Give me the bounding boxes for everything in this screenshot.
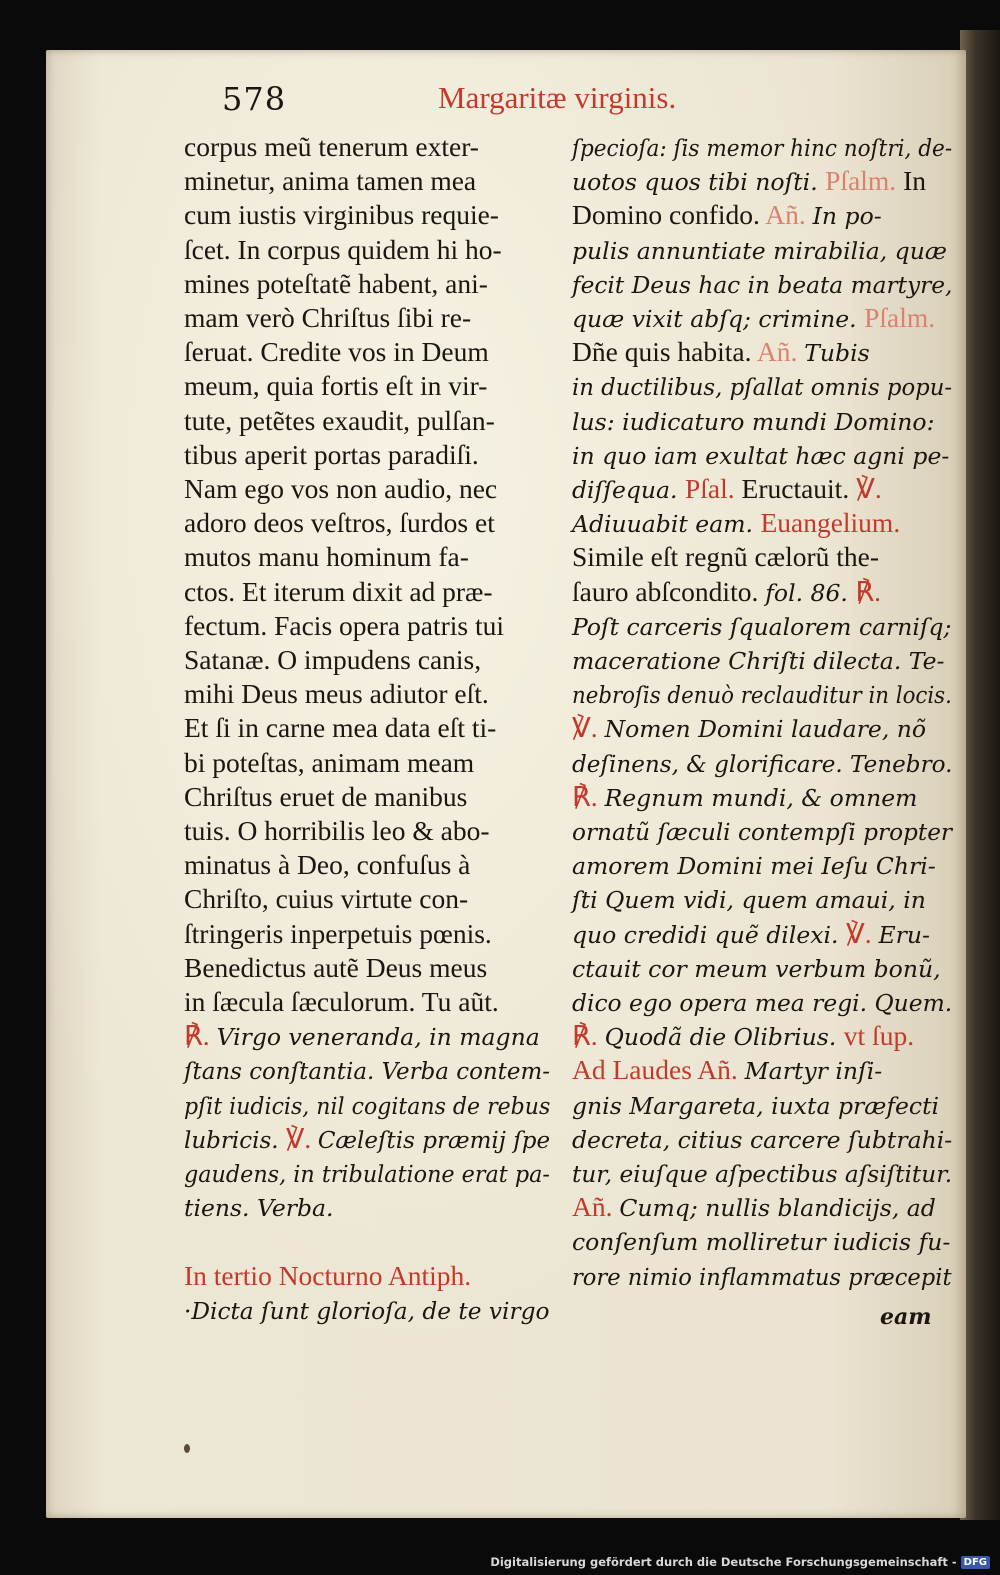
rubric-segment: Pſalm. xyxy=(864,302,936,333)
text-line xyxy=(184,1053,550,1087)
rubric-segment: ℟. xyxy=(572,780,605,812)
rubric-segment: Euangelium. xyxy=(760,507,901,539)
text-line xyxy=(572,233,947,267)
text-segment: Tubis xyxy=(804,339,870,368)
text-line xyxy=(184,746,474,780)
text-line xyxy=(572,951,941,985)
text-line xyxy=(184,677,489,711)
text-segment: mihi Deus meus adiutor eſt. xyxy=(184,678,489,710)
text-line xyxy=(184,438,479,472)
text-segment: Et ſi in carne mea data eſt ti- xyxy=(184,712,497,744)
text-line xyxy=(184,814,490,848)
text-segment: Nam ego vos non audio, nec xyxy=(184,473,498,504)
text-segment: in quo iam exultat hæc agni pe- xyxy=(572,441,950,470)
text-line xyxy=(184,575,493,609)
text-line xyxy=(572,1259,952,1293)
text-segment: minatus à Deo, confuſus à xyxy=(184,849,471,881)
text-line xyxy=(572,1019,914,1053)
text-segment: quæ vixit abſq; crimine. xyxy=(572,305,865,333)
text-segment: decreta, citius carcere ſubtrahi- xyxy=(572,1125,953,1154)
text-segment: pſit iudicis, nil cogitans de rebus xyxy=(184,1091,551,1120)
text-segment: tuis. O horribilis leo & abo- xyxy=(184,815,490,846)
text-segment: meum, quia fortis eſt in vir- xyxy=(184,370,488,402)
text-segment: corpus meũ tenerum exter- xyxy=(184,131,479,162)
text-segment: Eructauit. xyxy=(741,473,857,504)
text-line xyxy=(572,814,952,848)
dfg-logo: DFG xyxy=(961,1556,990,1569)
text-segment: Poſt carceris ſqualorem carniſq; xyxy=(572,612,952,641)
text-line xyxy=(572,1088,939,1122)
text-segment: ·Dicta ſunt glorioſa, de te virgo xyxy=(184,1296,550,1325)
text-line xyxy=(572,1190,936,1224)
text-segment: bi poteſtas, animam meam xyxy=(184,746,475,778)
text-line xyxy=(572,848,936,882)
text-segment: Martyr inſi- xyxy=(744,1057,883,1086)
text-segment: Cumq; nullis blandicijs, ad xyxy=(619,1194,936,1223)
text-segment: rore nimio inflammatus præcepit xyxy=(572,1262,952,1291)
text-segment: maceratione Chriſti dilecta. Te- xyxy=(572,647,945,675)
text-segment: Chriſto, cuius virtute con- xyxy=(184,883,469,915)
text-segment: pulis annuntiate mirabilia, quæ xyxy=(572,236,947,265)
text-segment: adoro deos veſtros, ſurdos et xyxy=(184,507,495,539)
text-segment: Simile eſt regnũ cælorũ the- xyxy=(572,541,880,573)
rubric-segment: ℟. xyxy=(572,1020,605,1052)
text-segment: ſtans conſtantia. Verba contem- xyxy=(184,1057,550,1086)
text-segment: fectum. Facis opera patris tui xyxy=(184,609,504,641)
text-line xyxy=(572,1053,882,1087)
text-segment: ſeruat. Credite vos in Deum xyxy=(184,336,489,368)
text-line xyxy=(572,746,952,780)
text-line xyxy=(184,130,479,164)
text-segment: Adiuuabit eam. xyxy=(572,510,761,539)
text-segment: ſauro abſcondito. xyxy=(572,575,766,607)
rubric-segment: ℣. xyxy=(856,473,882,504)
rubric-segment: ℣. xyxy=(285,1122,318,1154)
text-line xyxy=(572,1156,952,1190)
rubric-segment: ℣. xyxy=(845,917,879,949)
text-segment: ornatũ ſæculi contempſi propter xyxy=(572,818,953,846)
text-line xyxy=(184,985,499,1019)
text-segment: minetur, anima tamen mea xyxy=(184,165,477,197)
text-segment: deſinens, & glorificare. Tenebro. xyxy=(572,749,953,778)
text-line xyxy=(572,198,882,232)
text-segment: Cæleſtis præmij ſpe xyxy=(317,1125,551,1154)
text-line xyxy=(572,130,952,164)
text-line xyxy=(184,369,487,403)
text-segment: Chriſtus eruet de manibus xyxy=(184,780,468,812)
text-segment: ſpecioſa: ſis memor hinc noſtri, de- xyxy=(572,134,953,162)
text-line xyxy=(184,917,492,951)
text-segment: Domino confido. xyxy=(572,199,766,231)
text-segment: lus: iudicaturo mundi Domino: xyxy=(572,407,935,436)
text-line xyxy=(184,1293,549,1327)
rubric-segment: vt ſup. xyxy=(843,1020,915,1052)
text-segment: nebroſis denuò reclauditur in locis. xyxy=(572,681,952,710)
rubric-segment: ℟. xyxy=(184,1020,217,1052)
page-number: 578 xyxy=(222,80,287,118)
text-line xyxy=(184,472,497,506)
rubric-segment: In tertio Nocturno Antiph. xyxy=(184,1259,472,1291)
text-line xyxy=(572,540,879,574)
text-segment: Quodã die Olibrius. xyxy=(604,1023,844,1052)
text-segment: in ſæcula ſæculorum. Tu aũt. xyxy=(184,986,499,1017)
text-segment: fol. 86. xyxy=(765,578,856,607)
text-segment: cum iustis virginibus requie- xyxy=(184,199,499,231)
text-segment: mutos manu hominum fa- xyxy=(184,541,469,573)
text-segment: dico ego opera mea regi. Quem. xyxy=(572,989,953,1017)
text-segment: Nomen Domini laudare, nõ xyxy=(604,715,927,744)
text-line xyxy=(572,711,926,745)
text-segment: mines poteſtatẽ habent, ani- xyxy=(184,267,488,299)
text-line xyxy=(572,917,930,951)
text-segment: gaudens, in tribulatione erat pa- xyxy=(184,1160,550,1188)
text-line xyxy=(184,267,488,301)
text-segment: ſtringeris inperpetuis pœnis. xyxy=(184,917,492,949)
text-line xyxy=(572,472,882,506)
text-line xyxy=(572,506,900,540)
text-line xyxy=(184,1088,550,1122)
footer-text: Digitalisierung gefördert durch die Deutsche Forschungsgemeinschaft - xyxy=(490,1555,957,1569)
text-segment: conſenſum molliretur iudicis fu- xyxy=(572,1228,951,1257)
text-line xyxy=(572,335,870,369)
catchword: eam xyxy=(880,1304,932,1330)
text-line xyxy=(184,301,471,335)
text-segment: uotos quos tibi noſti. xyxy=(572,168,826,197)
text-segment: tute, petẽtes exaudit, pulſan- xyxy=(184,404,495,436)
text-line xyxy=(572,677,952,711)
text-segment: Virgo venerand⁠a, in magna xyxy=(216,1023,540,1052)
text-line xyxy=(572,780,917,814)
text-line xyxy=(572,369,952,403)
text-line xyxy=(184,848,470,882)
text-line xyxy=(184,1259,471,1293)
rubric-segment: ℣. xyxy=(572,712,605,744)
text-line xyxy=(184,164,476,198)
text-segment: gnis Margareta, iuxta præfecti xyxy=(572,1091,940,1120)
text-segment: tibus aperit portas paradiſi. xyxy=(184,438,479,470)
text-segment: lubricis. xyxy=(184,1125,286,1154)
text-line xyxy=(184,882,468,916)
text-line xyxy=(184,404,495,438)
text-line xyxy=(184,1190,333,1224)
text-line xyxy=(184,711,496,745)
text-line xyxy=(572,404,934,438)
text-segment: Eru- xyxy=(878,920,930,949)
text-segment: In xyxy=(903,165,926,197)
text-line xyxy=(572,575,881,609)
text-line xyxy=(572,1122,952,1156)
text-segment: amorem Domini mei Ieſu Chri- xyxy=(572,852,936,881)
text-line xyxy=(184,506,495,540)
text-line xyxy=(572,1224,950,1258)
text-line xyxy=(184,198,499,232)
running-head: Margaritæ virginis. xyxy=(438,80,677,115)
text-segment: fecit Deus hac in beata martyre, xyxy=(572,270,953,299)
text-line xyxy=(572,438,949,472)
text-segment: diſſequa. xyxy=(572,476,685,504)
text-segment: Dñe quis habita. xyxy=(572,336,757,368)
text-line xyxy=(572,267,952,301)
rubric-segment: Ad Laudes Añ. xyxy=(572,1054,745,1086)
text-line xyxy=(572,882,926,916)
text-segment: ſcet. In corpus quidem hi ho- xyxy=(184,233,502,265)
text-segment: tiens. Verba. xyxy=(184,1194,334,1223)
text-line xyxy=(572,609,951,643)
text-segment: ctos. Et iterum dixit ad præ- xyxy=(184,575,493,607)
text-line xyxy=(184,1156,550,1190)
text-line xyxy=(184,540,469,574)
text-segment: mam verò Chriſtus ſibi re- xyxy=(184,302,472,333)
rubric-segment: Pſalm. xyxy=(825,165,904,197)
text-segment: ctauit cor meum verbum bonũ, xyxy=(572,954,941,983)
digitization-footer xyxy=(490,1555,990,1569)
text-line xyxy=(184,233,502,267)
text-segment: tur, eiuſque aſpectibus aſsiſtitur. xyxy=(572,1160,953,1188)
text-segment: ſti Quem vidi, quem amaui, in xyxy=(572,886,926,915)
text-line xyxy=(184,1019,540,1053)
text-segment: in ductilibus, pſallat omnis popu- xyxy=(572,373,953,402)
ink-dot-mark xyxy=(184,1444,190,1453)
text-segment: Satanæ. O impudens canis, xyxy=(184,644,482,675)
text-line xyxy=(572,985,952,1019)
rubric-segment: Añ. xyxy=(572,1191,620,1223)
text-line xyxy=(184,780,467,814)
rubric-segment: ℟. xyxy=(855,575,882,607)
text-line xyxy=(184,643,481,677)
text-segment: quo credidi quẽ dilexi. xyxy=(572,920,846,949)
text-line xyxy=(184,951,487,985)
text-line xyxy=(184,1122,550,1156)
rubric-segment: Pſal. xyxy=(685,473,742,504)
text-line xyxy=(184,335,489,369)
text-line xyxy=(572,643,944,677)
text-line xyxy=(572,164,926,198)
text-segment: Regnum mundi, & omnem xyxy=(604,783,918,812)
text-line xyxy=(572,301,935,335)
book-binding-edge xyxy=(960,30,1000,1520)
text-line xyxy=(184,609,504,643)
text-segment: In po- xyxy=(812,202,882,231)
rubric-segment: Añ. xyxy=(756,336,805,368)
rubric-segment: Añ. xyxy=(765,199,813,231)
text-segment: Benedictus autẽ Deus meus xyxy=(184,951,488,983)
